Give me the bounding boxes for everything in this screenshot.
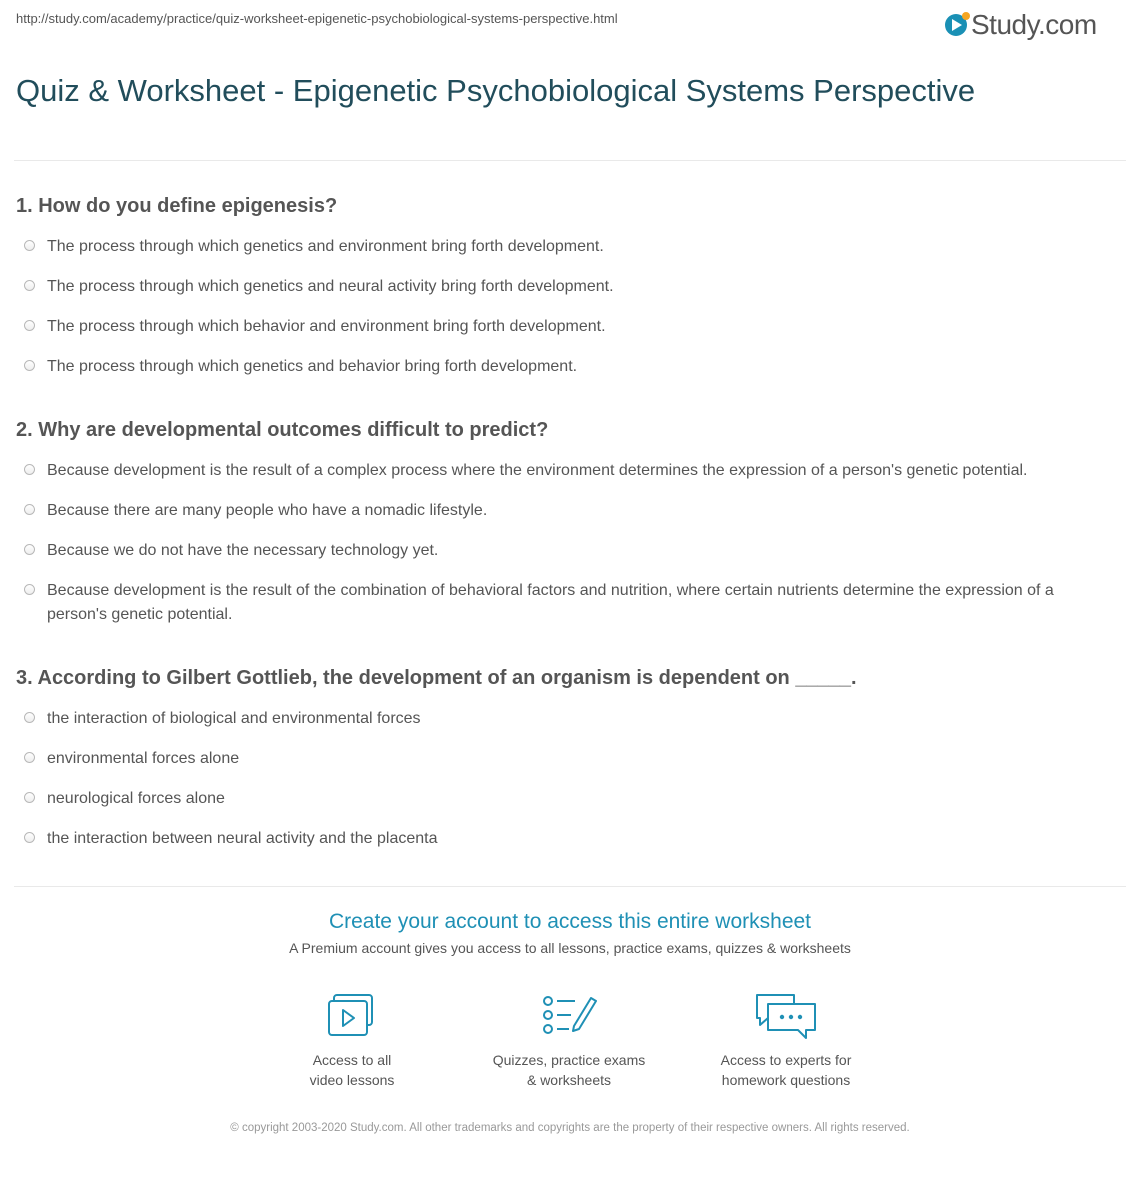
answer-text: environmental forces alone xyxy=(47,750,240,767)
radio-button[interactable] xyxy=(24,584,35,595)
premium-description: A Premium account gives you access to all lessons, practice exams, quizzes & worksheets xyxy=(289,940,851,956)
radio-button[interactable] xyxy=(24,752,35,763)
answer-option[interactable] xyxy=(24,499,1124,523)
feature-line: homework questions xyxy=(721,1072,851,1088)
question-2: 2. Why are developmental outcomes difficult to predict? xyxy=(16,419,549,441)
feature-line: Access to experts for xyxy=(720,1052,852,1068)
radio-button[interactable] xyxy=(24,360,35,371)
radio-button[interactable] xyxy=(24,792,35,803)
page-url: http://study.com/academy/practice/quiz-worksheet-epigenetic-psychobiological-systems-perspective.html xyxy=(16,11,618,26)
answer-option[interactable] xyxy=(24,707,1124,731)
answer-text: Because development is the result of the combination of behavioral factors and nutrition, where certain nutrients determine the expression of a person's genetic potential. xyxy=(47,582,1054,623)
radio-button[interactable] xyxy=(24,320,35,331)
logo-text: Study.com xyxy=(971,9,1097,40)
answer-option[interactable] xyxy=(24,315,1124,339)
divider xyxy=(14,886,1126,887)
radio-button[interactable] xyxy=(24,832,35,843)
video-lesson-icon xyxy=(324,992,380,1040)
radio-button[interactable] xyxy=(24,544,35,555)
answer-option[interactable] xyxy=(24,579,1124,627)
copyright-notice: © copyright 2003-2020 Study.com. All other trademarks and copyrights are the property of their respective owners. All rights reserved. xyxy=(230,1122,910,1134)
answer-text: neurological forces alone xyxy=(47,790,225,807)
answer-option[interactable] xyxy=(24,459,1124,483)
divider xyxy=(14,160,1126,161)
feature-line: Quizzes, practice exams xyxy=(492,1052,646,1068)
feature-line: Access to all xyxy=(312,1052,392,1068)
answer-option[interactable] xyxy=(24,747,1124,771)
question-1: 1. How do you define epigenesis? xyxy=(16,195,338,217)
answer-text: The process through which genetics and behavior bring forth development. xyxy=(47,358,578,375)
answer-option[interactable] xyxy=(24,275,1124,299)
answer-text: The process through which genetics and neural activity bring forth development. xyxy=(47,278,614,295)
answer-text: the interaction between neural activity and the placenta xyxy=(47,830,438,847)
feature-experts xyxy=(696,992,876,1090)
answer-option[interactable] xyxy=(24,787,1124,811)
radio-button[interactable] xyxy=(24,280,35,291)
chat-bubbles-icon xyxy=(754,992,818,1040)
quiz-checklist-icon xyxy=(541,992,597,1040)
radio-button[interactable] xyxy=(24,240,35,251)
answer-text: Because development is the result of a complex process where the environment determines the expression of a person's genetic potential. xyxy=(47,462,1028,479)
page-title: Quiz & Worksheet - Epigenetic Psychobiological Systems Perspective xyxy=(16,73,976,108)
feature-line: video lessons xyxy=(309,1072,395,1088)
answer-option[interactable] xyxy=(24,827,1124,851)
answer-text: The process through which genetics and environment bring forth development. xyxy=(47,238,604,255)
feature-video-lessons xyxy=(262,992,442,1090)
play-logo-icon xyxy=(945,14,967,36)
answer-option[interactable] xyxy=(24,235,1124,259)
study-logo[interactable] xyxy=(945,8,1097,42)
radio-button[interactable] xyxy=(24,464,35,475)
question-3: 3. According to Gilbert Gottlieb, the development of an organism is dependent on _____. xyxy=(16,667,857,689)
radio-button[interactable] xyxy=(24,504,35,515)
feature-quizzes xyxy=(479,992,659,1090)
answer-text: Because there are many people who have a nomadic lifestyle. xyxy=(47,502,488,519)
answer-text: Because we do not have the necessary technology yet. xyxy=(47,542,439,559)
answer-option[interactable] xyxy=(24,539,1124,563)
answer-option[interactable] xyxy=(24,355,1124,379)
answer-text: the interaction of biological and environmental forces xyxy=(47,710,421,727)
feature-line: & worksheets xyxy=(526,1072,612,1088)
answer-text: The process through which behavior and environment bring forth development. xyxy=(47,318,606,335)
radio-button[interactable] xyxy=(24,712,35,723)
create-account-link[interactable]: Create your account to access this entire worksheet xyxy=(328,910,812,933)
